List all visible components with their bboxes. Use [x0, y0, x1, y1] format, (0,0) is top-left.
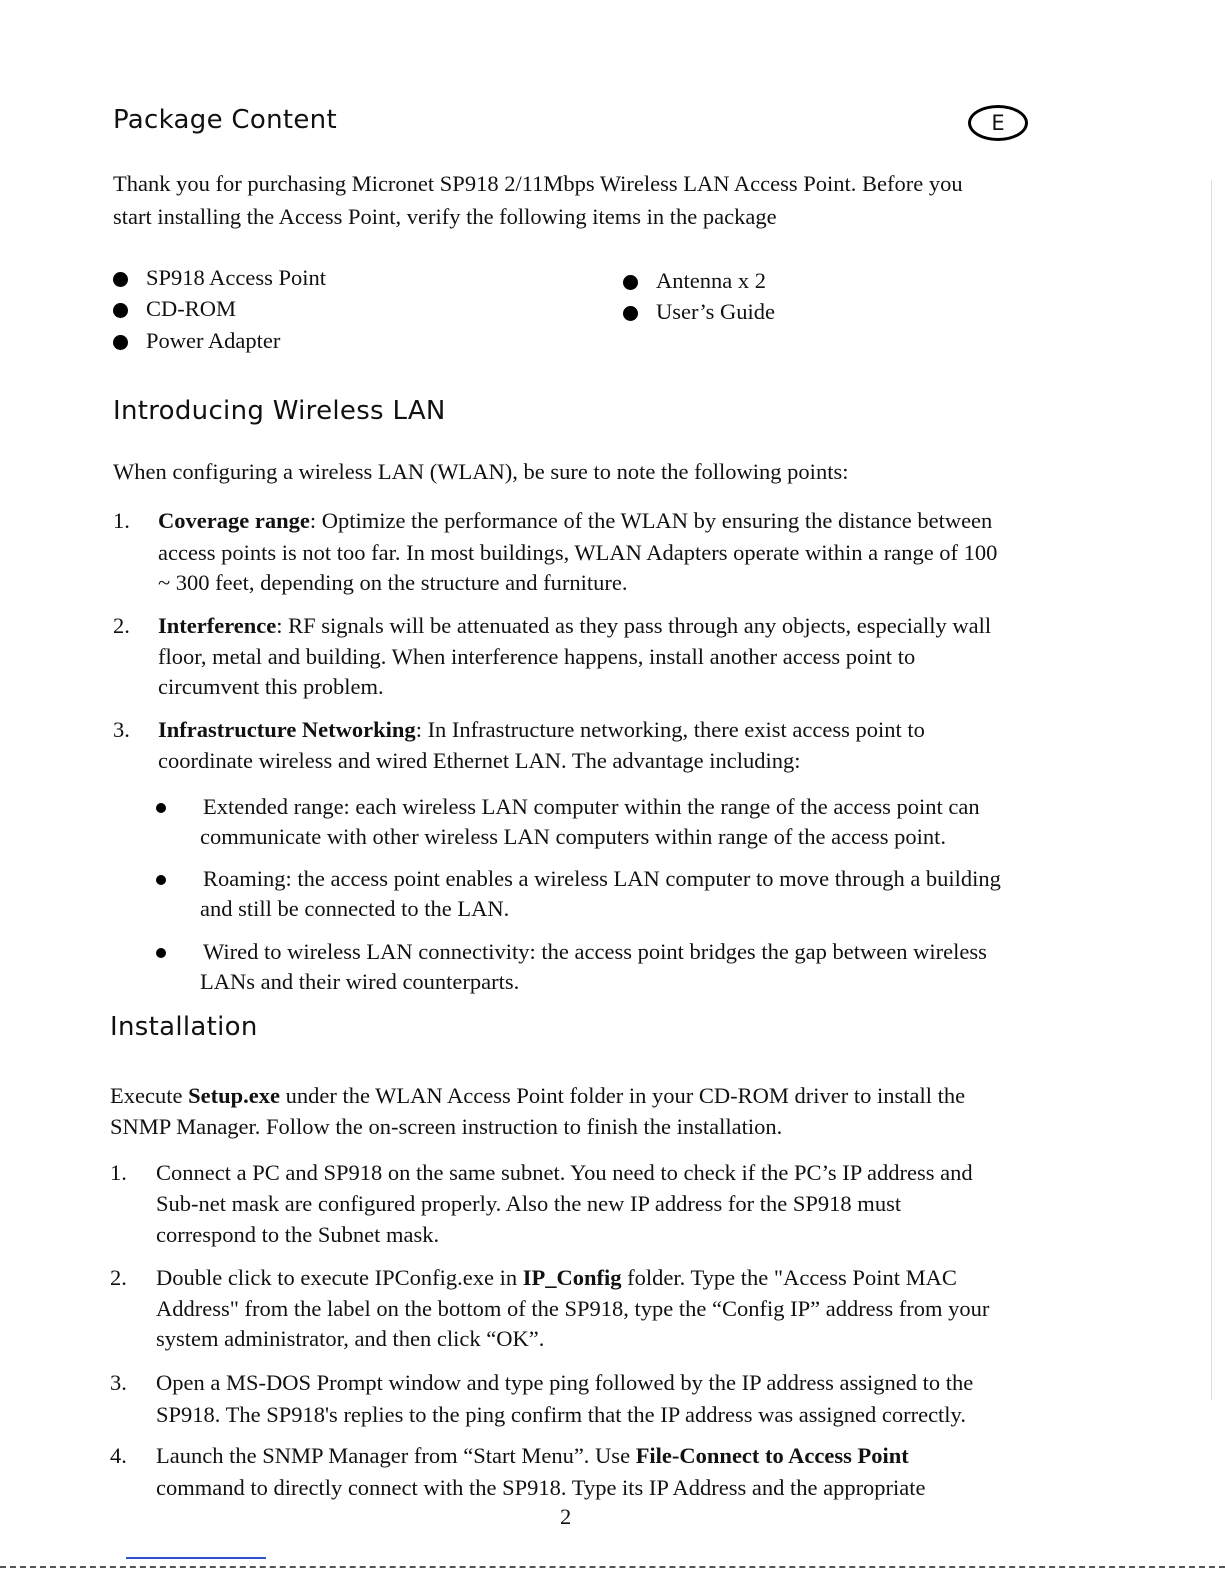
bold-term: IP_Config [522, 1265, 622, 1290]
bullet-icon [113, 335, 128, 350]
intro-paragraph-line: Thank you for purchasing Micronet SP918 2/11Mbps Wireless LAN Access Point. Before you [113, 171, 963, 196]
wlan-point-line: Infrastructure Networking: In Infrastructure networking, there exist access point to [158, 717, 925, 742]
list-number: 1. [113, 508, 130, 533]
wlan-point-line: floor, metal and building. When interference happens, install another access point to [158, 644, 916, 669]
wlan-intro: When configuring a wireless LAN (WLAN), be sure to note the following points: [113, 459, 849, 484]
bold-term: Coverage range [158, 508, 310, 533]
bullet-icon [113, 272, 128, 287]
installation-intro: SNMP Manager. Follow the on-screen instruction to finish the installation. [110, 1114, 783, 1139]
step-number: 3. [110, 1370, 127, 1395]
step-number: 2. [110, 1265, 127, 1290]
installation-step-line: command to directly connect with the SP918. Type its IP Address and the appropriate [156, 1475, 926, 1500]
installation-step-line: Launch the SNMP Manager from “Start Menu”. Use File-Connect to Access Point [156, 1443, 909, 1468]
list-number: 2. [113, 613, 130, 638]
wlan-point-line: ~ 300 feet, depending on the structure and furniture. [158, 570, 628, 595]
page-bottom-border [0, 1566, 1225, 1568]
sub-bullet-line: communicate with other wireless LAN computers within range of the access point. [200, 824, 947, 849]
bullet-icon [623, 306, 638, 321]
bullet-icon [156, 948, 166, 958]
package-item: Antenna x 2 [656, 268, 766, 293]
wlan-point-line: access points is not too far. In most buildings, WLAN Adapters operate within a range of 100 [158, 540, 998, 565]
list-number: 3. [113, 717, 130, 742]
section-title-installation: Installation [110, 1012, 258, 1042]
installation-step-line: system administrator, and then click “OK”. [156, 1326, 545, 1351]
installation-intro: Execute Setup.exe under the WLAN Access Point folder in your CD-ROM driver to install the [110, 1083, 966, 1108]
sub-bullet-line: and still be connected to the LAN. [200, 896, 510, 921]
footnote-rule [126, 1557, 266, 1559]
sub-bullet-line: Wired to wireless LAN connectivity: the access point bridges the gap between wireless [203, 939, 987, 964]
installation-step-line: Address" from the label on the bottom of the SP918, type the “Config IP” address from your [156, 1296, 990, 1321]
package-item: User’s Guide [656, 299, 775, 324]
installation-step-line: correspond to the Subnet mask. [156, 1222, 440, 1247]
step-number: 1. [110, 1160, 127, 1185]
section-title-wireless-lan: Introducing Wireless LAN [113, 396, 446, 426]
wlan-point-line: coordinate wireless and wired Ethernet LAN. The advantage including: [158, 748, 801, 773]
page-number: 2 [560, 1504, 572, 1529]
sub-bullet-line: Roaming: the access point enables a wireless LAN computer to move through a building [203, 866, 1001, 891]
wlan-point-line: circumvent this problem. [158, 674, 384, 699]
section-title-package-content: Package Content [113, 105, 337, 135]
package-item: SP918 Access Point [146, 265, 327, 290]
package-item: CD-ROM [146, 296, 237, 321]
language-e-logo: E [968, 105, 1028, 141]
bullet-icon [113, 303, 128, 318]
bold-term: Setup.exe [188, 1083, 280, 1108]
wlan-point-line: Interference: RF signals will be attenuated as they pass through any objects, especially wall [158, 613, 992, 638]
sub-bullet-line: Extended range: each wireless LAN computer within the range of the access point can [203, 794, 980, 819]
intro-paragraph-line: start installing the Access Point, verify the following items in the package [113, 204, 777, 229]
installation-step-line: SP918. The SP918's replies to the ping confirm that the IP address was assigned correctly. [156, 1402, 966, 1427]
installation-step-line: Sub-net mask are configured properly. Also the new IP address for the SP918 must [156, 1191, 902, 1216]
installation-step-line: Open a MS-DOS Prompt window and type ping followed by the IP address assigned to the [156, 1370, 974, 1395]
bold-term: File-Connect to Access Point [635, 1443, 909, 1468]
installation-step-line: Double click to execute IPConfig.exe in IP_Config folder. Type the "Access Point MAC [156, 1265, 957, 1290]
step-number: 4. [110, 1443, 127, 1468]
bold-term: Infrastructure Networking [158, 717, 416, 742]
bullet-icon [156, 875, 166, 885]
bullet-icon [623, 275, 638, 290]
package-item: Power Adapter [146, 328, 281, 353]
wlan-point-line: Coverage range: Optimize the performance of the WLAN by ensuring the distance between [158, 508, 993, 533]
scan-edge-line [1211, 180, 1212, 1400]
installation-step-line: Connect a PC and SP918 on the same subnet. You need to check if the PC’s IP address and [156, 1160, 973, 1185]
sub-bullet-line: LANs and their wired counterparts. [200, 969, 520, 994]
bullet-icon [156, 803, 166, 813]
bold-term: Interference [158, 613, 277, 638]
